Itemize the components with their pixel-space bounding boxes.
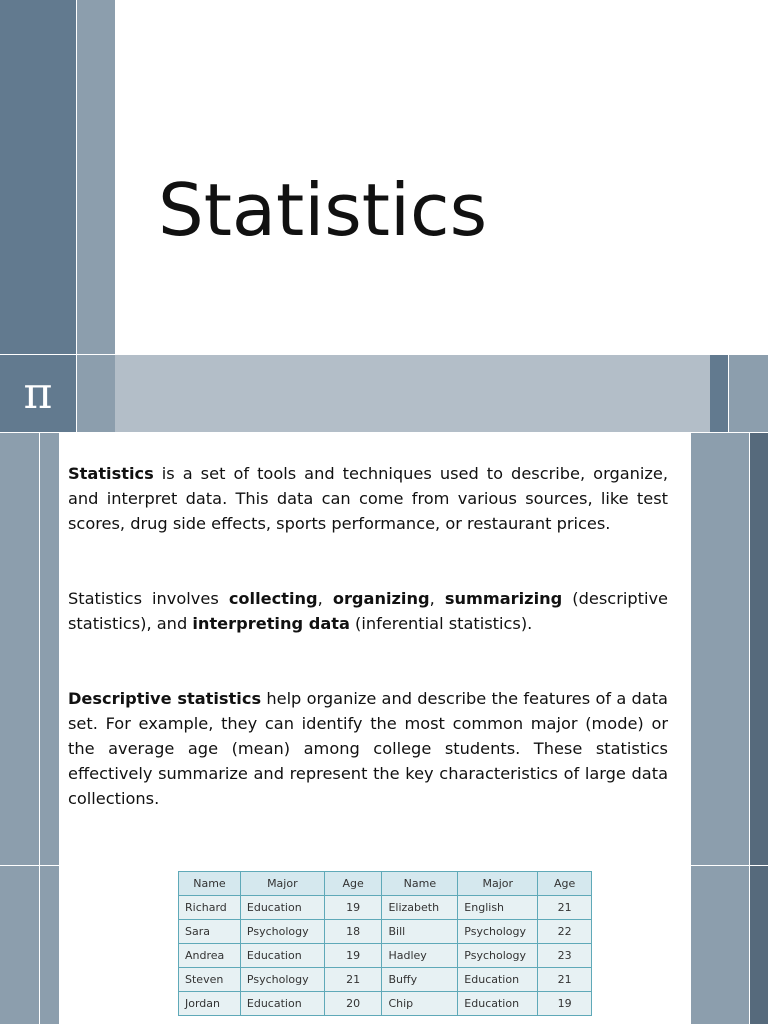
table-cell: 21: [324, 968, 382, 992]
table-cell: Richard: [179, 896, 241, 920]
table-cell: Jordan: [179, 992, 241, 1016]
term-organizing: organizing: [332, 589, 430, 608]
paragraph-text: (inferential statistics).: [349, 614, 533, 633]
term-summarizing: summarizing: [444, 589, 563, 608]
bar-panel-mid: [77, 355, 115, 432]
table-cell: Hadley: [382, 944, 458, 968]
table-header-row: [179, 872, 592, 896]
table-cell: Steven: [179, 968, 241, 992]
left-panel-dark: [0, 0, 76, 355]
right-panel-lower-2: [750, 433, 768, 1024]
table-row: [179, 944, 592, 968]
table-cell: 19: [538, 992, 592, 1016]
column-header: Major: [458, 872, 538, 896]
paragraph-text: ,: [317, 589, 333, 608]
table-cell: Education: [458, 992, 538, 1016]
term-statistics: Statistics: [68, 464, 154, 483]
table-row: [179, 896, 592, 920]
divider-line: [0, 865, 59, 866]
table-cell: Education: [240, 896, 324, 920]
table-cell: 23: [538, 944, 592, 968]
column-header: Name: [179, 872, 241, 896]
table-cell: Buffy: [382, 968, 458, 992]
table-cell: Psychology: [240, 920, 324, 944]
left-panel-lower-1: [0, 433, 39, 1024]
table-cell: English: [458, 896, 538, 920]
bar-panel-right-dark: [710, 355, 728, 432]
table-cell: 22: [538, 920, 592, 944]
term-collecting: collecting: [228, 589, 318, 608]
column-header: Name: [382, 872, 458, 896]
table-cell: Education: [240, 944, 324, 968]
table-cell: 19: [324, 944, 382, 968]
paragraph-involves: [68, 586, 668, 636]
content-body: [68, 461, 668, 811]
paragraph-descriptive: [68, 686, 668, 811]
paragraph-text: is a set of tools and techniques used to describe, organize, and interpret data. This data can come from various sources, like test scores, drug side effects, sports performance, or restaurant prices.: [68, 464, 668, 533]
left-panel-lower-2: [40, 433, 59, 1024]
table-cell: Psychology: [240, 968, 324, 992]
table-cell: Education: [240, 992, 324, 1016]
left-panel-mid: [77, 0, 115, 355]
divider-line: [0, 354, 768, 355]
table-row: [179, 920, 592, 944]
divider-line: [0, 432, 768, 433]
table-cell: Bill: [382, 920, 458, 944]
table-cell: 19: [324, 896, 382, 920]
table-cell: Sara: [179, 920, 241, 944]
column-header: Age: [324, 872, 382, 896]
table-row: [179, 968, 592, 992]
column-header: Major: [240, 872, 324, 896]
bar-panel-right-mid: [729, 355, 768, 432]
table-cell: Andrea: [179, 944, 241, 968]
right-panel-lower-1: [691, 433, 749, 1024]
paragraph-text: Statistics involves: [68, 589, 229, 608]
paragraph-text: ,: [429, 589, 445, 608]
paragraph-text: (descriptive statistics), and: [68, 589, 668, 633]
paragraph-text: help organize and describe the features of a data set. For example, they can identify the most common major (mode) or the average age (mean) among college students. These statistics effectively summarize and represent the key characteristics of large data collections.: [68, 689, 668, 808]
table-cell: Psychology: [458, 944, 538, 968]
term-interpreting-data: interpreting data: [192, 614, 350, 633]
term-descriptive-statistics: Descriptive statistics: [68, 689, 262, 708]
table-cell: 20: [324, 992, 382, 1016]
pi-icon: π: [23, 368, 53, 419]
table-cell: Elizabeth: [382, 896, 458, 920]
table-cell: 18: [324, 920, 382, 944]
students-table: [178, 871, 592, 1016]
divider-line: [691, 865, 768, 866]
table-cell: Education: [458, 968, 538, 992]
table-row: [179, 992, 592, 1016]
header-bar: [115, 355, 710, 432]
table-cell: Psychology: [458, 920, 538, 944]
page-title: Statistics: [158, 168, 488, 252]
table-cell: Chip: [382, 992, 458, 1016]
table-cell: 21: [538, 896, 592, 920]
paragraph-definition: [68, 461, 668, 536]
column-header: Age: [538, 872, 592, 896]
table-cell: 21: [538, 968, 592, 992]
